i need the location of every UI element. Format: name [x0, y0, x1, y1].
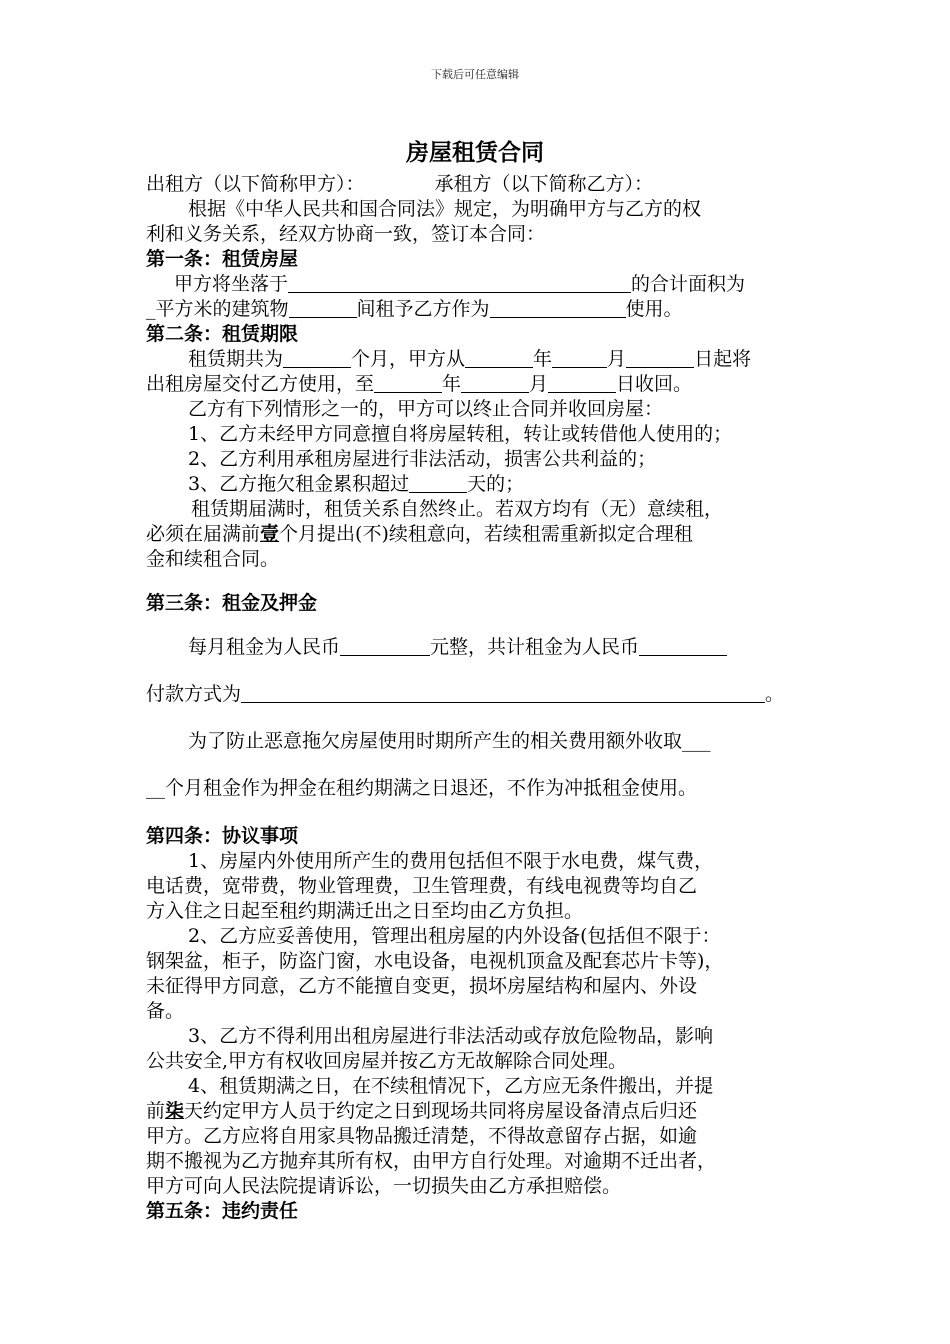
article4-line: 甲方可向人民法院提请诉讼，一切损失由乙方承担赔偿。: [146, 1175, 622, 1197]
text-span: 前: [146, 1100, 166, 1122]
blank-payment-method: [241, 683, 765, 703]
blank-total-rent: [639, 636, 727, 656]
article2-heading: 第二条：租赁期限: [146, 323, 299, 345]
text-span: 元整，共计租金为人民币: [430, 636, 640, 658]
text-span: 个月，甲方从: [351, 348, 466, 370]
article3-heading: 第三条：租金及押金: [146, 592, 318, 614]
filled-months: 壹: [260, 523, 280, 545]
article5-heading: 第五条：违约责任: [146, 1200, 299, 1222]
article1-line: [146, 297, 818, 322]
preamble-line: 利和义务关系，经双方协商一致，签订本合同：: [146, 223, 546, 245]
article4-line: 4、租赁期满之日，在不续租情况下，乙方应无条件搬出，并提: [188, 1075, 714, 1097]
article1-line: [146, 272, 818, 297]
document-title: 房屋租赁合同: [406, 139, 544, 166]
article2-clause: [146, 472, 818, 497]
filled-days: 柒: [165, 1100, 185, 1122]
article3-line: [146, 671, 818, 718]
text-span: 天的；: [467, 473, 525, 495]
article4-line: 公共安全,甲方有权收回房屋并按乙方无故解除合同处理。: [146, 1050, 628, 1072]
text-span: 每月租金为人民币: [188, 636, 341, 658]
parties-line: [146, 172, 818, 197]
article3-line: __个月租金作为押金在租约期满之日退还，不作为冲抵租金使用。: [146, 777, 698, 799]
header-note: 下载后可任意编辑: [431, 68, 519, 81]
text-span: 出租房屋交付乙方使用，至: [146, 373, 375, 395]
article3-line: 为了防止恶意拖欠房屋使用时期所产生的相关费用额外收取___: [188, 730, 711, 752]
blank-rooms: [289, 298, 357, 318]
article4-line: 钢架盆，柜子，防盗门窗，水电设备，电视机顶盒及配套芯片卡等)，: [146, 950, 724, 972]
blank-end-year: [374, 373, 442, 393]
blank-end-month: [461, 373, 529, 393]
article4-line: 电话费，宽带费，物业管理费，卫生管理费，有线电视费等均自乙: [146, 875, 698, 897]
text-span: 日起将: [694, 348, 752, 370]
blank-start-day: [626, 348, 694, 368]
article2-clause: 2、乙方利用承租房屋进行非法活动，损害公共利益的；: [188, 448, 657, 470]
contract-body: [146, 172, 818, 1224]
blank-monthly-rent: [340, 636, 430, 656]
blank-end-day: [548, 373, 616, 393]
article4-line: 甲方。乙方应将自用家具物品搬迁清楚，不得故意留存占据，如逾: [146, 1125, 698, 1147]
text-span: 间租予乙方作为: [356, 298, 490, 320]
article2-line: [146, 347, 818, 372]
article2-line: [146, 372, 818, 397]
article4-line: 1、房屋内外使用所产生的费用包括但不限于水电费，煤气费，: [188, 850, 714, 872]
text-span: 年: [442, 373, 462, 395]
article4-line: 2、乙方应妥善使用，管理出租房屋的内外设备(包括但不限于：: [188, 925, 721, 947]
article2-line: [146, 522, 818, 547]
text-span: 日收回。: [616, 373, 693, 395]
text-span: 付款方式为: [146, 683, 242, 705]
article2-line: 金和续租合同。: [146, 548, 280, 570]
text-span: 。: [765, 683, 785, 705]
article4-line: 3、乙方不得利用出租房屋进行非法活动或存放危险物品，影响: [188, 1025, 714, 1047]
article4-line: 未征得甲方同意，乙方不能擅自变更，损坏房屋结构和屋内、外设: [146, 975, 698, 997]
article2-line: 乙方有下列情形之一的，甲方可以终止合同并收回房屋：: [188, 398, 664, 420]
text-span: 月: [529, 373, 549, 395]
blank-start-year: [465, 348, 533, 368]
article4-line: [146, 1099, 818, 1124]
article4-line: 期不搬视为乙方抛弃其所有权，由甲方自行处理。对逾期不迁出者，: [146, 1150, 717, 1172]
text-span: 月: [607, 348, 627, 370]
text-span: 年: [533, 348, 553, 370]
text-span: 必须在届满前: [146, 523, 261, 545]
blank-location: [288, 273, 631, 293]
text-span: 3、乙方拖欠租金累积超过: [188, 473, 410, 495]
text-span: 的合计面积为: [631, 273, 746, 295]
blank-months: [283, 348, 351, 368]
article1-heading: 第一条：租赁房屋: [146, 248, 299, 270]
article4-line: 备。: [146, 1000, 185, 1022]
article2-line: 租赁期届满时，租赁关系自然终止。若双方均有（无）意续租，: [191, 498, 724, 520]
text-span: 甲方将坐落于: [174, 273, 289, 295]
blank-usage: [490, 298, 626, 318]
blank-start-month: [552, 348, 607, 368]
lessee-label: 承租方（以下简称乙方）：: [434, 173, 654, 195]
article4-heading: 第四条：协议事项: [146, 825, 299, 847]
article3-line: [146, 624, 818, 671]
text-span: 租赁期共为: [188, 348, 284, 370]
article4-line: 方入住之日起至租约期满迁出之日至均由乙方负担。: [146, 900, 584, 922]
text-span: 使用。: [625, 298, 683, 320]
text-span: 个月提出(不)续租意向，若续租需重新拟定合理租: [279, 523, 693, 545]
blank-days: [409, 473, 467, 493]
article2-clause: 1、乙方未经甲方同意擅自将房屋转租，转让或转借他人使用的；: [188, 423, 733, 445]
text-span: 天约定甲方人员于约定之日到现场共同将房屋设备清点后归还: [184, 1100, 698, 1122]
preamble-line: 根据《中华人民共和国合同法》规定，为明确甲方与乙方的权: [188, 198, 702, 220]
lessor-label: 出租方（以下简称甲方）：: [146, 173, 365, 195]
text-span: _平方米的建筑物: [146, 298, 289, 320]
